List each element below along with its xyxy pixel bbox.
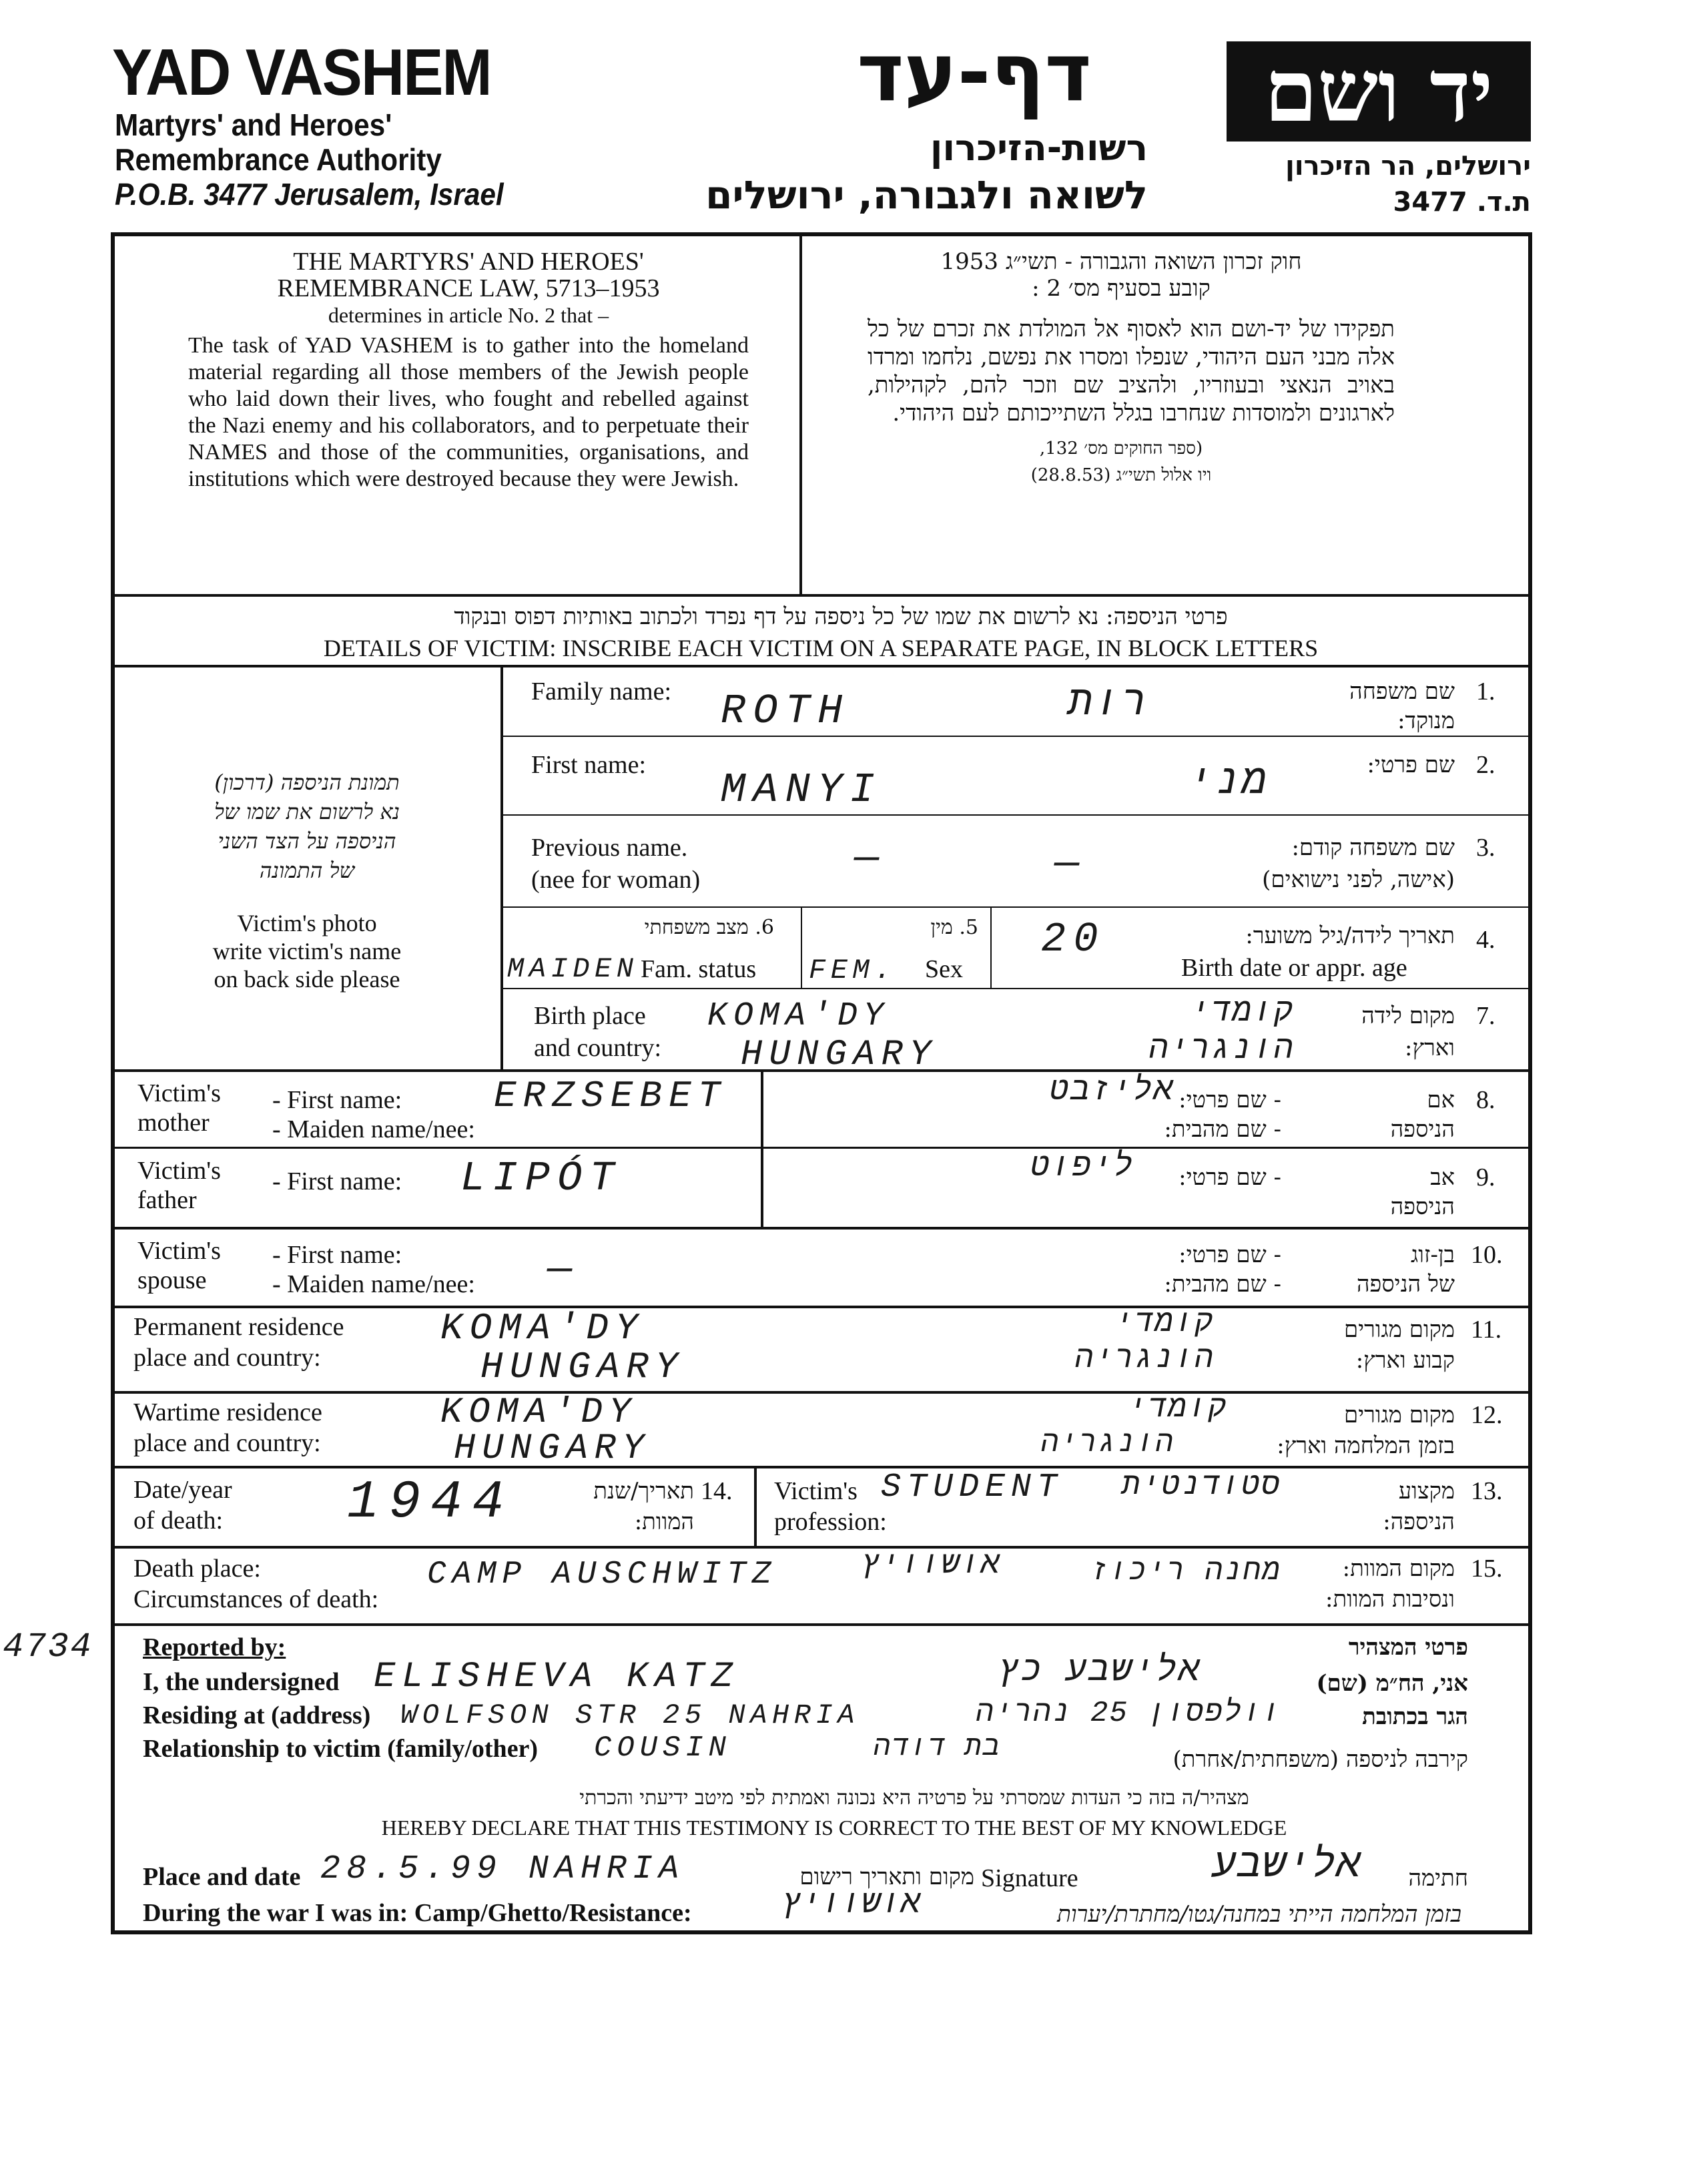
spouse-he-label: של הניספה (1356, 1271, 1455, 1298)
photo-en-line: write victim's name (212, 938, 402, 965)
fam-status-he-label (534, 913, 774, 942)
signature-he-label: חתימה (1408, 1865, 1468, 1892)
permanent-place-he-value: קומדי (1114, 1306, 1215, 1340)
relationship-he-label: קירבה לניספה (משפחתית/אחרת) (1172, 1746, 1468, 1773)
wartime-residence-label: Wartime residence (133, 1398, 322, 1426)
mother-label: Victim's (137, 1079, 221, 1107)
law-title-line: determines in article No. 2 that – (328, 303, 609, 327)
spouse-he-sub: - שם פרטי: (1178, 1242, 1281, 1268)
death-place-he-label: ונסיבות המוות: (1325, 1586, 1455, 1613)
signature-label: Signature (981, 1864, 1078, 1892)
rule (113, 594, 1530, 597)
birth-date-label: Birth date or appr. age (1181, 954, 1407, 982)
wartime-country-field[interactable]: HUNGARY (454, 1428, 651, 1469)
previous-name-label: (nee for woman) (531, 866, 701, 894)
birth-place-label: and country: (534, 1034, 662, 1062)
birth-country-he-value: הונגריה (1148, 1032, 1295, 1068)
org-line-3: P.O.B. 3477 Jerusalem, Israel (115, 177, 504, 212)
death-date-label: Date/year (133, 1476, 232, 1504)
rule (754, 1466, 757, 1546)
law-ref-he: (ספר החוקים מס׳ 132, (1039, 439, 1203, 459)
field-number: 12. (1471, 1401, 1503, 1429)
rule (503, 906, 1530, 908)
sex-he-text: מין (930, 916, 953, 939)
field-number: 8. (1476, 1086, 1495, 1114)
father-sub-label: - First name: (272, 1167, 402, 1195)
sex-label: Sex (925, 955, 963, 983)
rule (113, 1546, 1530, 1549)
law-title-he-line: חוק זכרון השואה והגבורה - תשי״ג 1953 (940, 248, 1302, 275)
details-en: DETAILS OF VICTIM: INSCRIBE EACH VICTIM ON A SEPARATE PAGE, IN BLOCK LETTERS (323, 635, 1319, 661)
spouse-he-label: בן-זוג (1411, 1242, 1455, 1268)
photo-instructions-he (133, 768, 480, 885)
permanent-country-field[interactable]: HUNGARY (480, 1346, 685, 1388)
father-he-sub: - שם פרטי: (1178, 1164, 1281, 1191)
photo-he-line: הניספה על הצד השני (218, 828, 396, 854)
form-title-he: דף-עד (857, 27, 1092, 119)
field-number: 9. (1476, 1163, 1495, 1191)
death-place-he-value: מחנה ריכוז (1090, 1555, 1281, 1589)
signature-field[interactable]: אלישבע (1212, 1844, 1361, 1889)
father-label: father (137, 1186, 197, 1214)
father-he-label: אב (1430, 1164, 1455, 1191)
law-ref-he: ויו אלול תשי״ג (28.8.53) (1030, 465, 1212, 485)
father-label: Victim's (137, 1157, 221, 1185)
law-body-en: The task of YAD VASHEM is to gather into the homeland material regarding all those members of the Jewish people who laid down their lives, who fought and rebelled against the Nazi enemy and his collaborators, and to perpetuate their NAMES and those of the communities, organisations, and institutions which were destroyed because they were Jewish. (188, 333, 749, 491)
address-label: Residing at (address) (143, 1701, 371, 1729)
rule (113, 1466, 1530, 1468)
profession-field[interactable]: STUDENT (881, 1468, 1064, 1507)
profession-he-label: הניספה: (1383, 1509, 1455, 1535)
permanent-residence-label: Permanent residence (133, 1313, 344, 1341)
permanent-he-label: מקום מגורים (1344, 1316, 1455, 1343)
previous-name-he-label: שם משפחה קודם: (1291, 834, 1455, 861)
death-place-label: Death place: (133, 1555, 261, 1583)
spouse-he-sub: - שם מהבית: (1164, 1271, 1281, 1298)
death-date-he-label: המוות: (634, 1509, 694, 1535)
field-number: 5. (959, 916, 978, 939)
place-date-field[interactable]: 28.5.99 NAHRIA (320, 1850, 685, 1888)
mother-he-value: אליזבט (1049, 1073, 1174, 1109)
field-number: 3. (1476, 834, 1495, 862)
death-place-label: Circumstances of death: (133, 1585, 379, 1613)
declaration-he: מצהיר/ה בזה כי העדות שמסרתי על פרטיה היא נכונה ואמתית לפי מיטב ידיעתי והכרתי (579, 1786, 1249, 1810)
fam-status-he-text: מצב משפחתי (644, 916, 749, 939)
photo-en-line: on back side please (214, 966, 400, 993)
wartime-residence-label: place and country: (133, 1429, 321, 1457)
first-name-he-label: שם פרטי: (1367, 752, 1455, 778)
previous-name-label: Previous name. (531, 834, 688, 862)
death-place-mid-value: אושוויץ (861, 1547, 1001, 1582)
war-location-field[interactable]: אושוויץ (781, 1886, 921, 1922)
law-text-en (188, 248, 749, 493)
mother-he-sub: - שם מהבית: (1164, 1116, 1281, 1143)
field-number: 14. (701, 1477, 733, 1505)
rule (113, 1227, 1530, 1230)
org-title-en: YAD VASHEM (112, 35, 491, 109)
permanent-residence-label: place and country: (133, 1344, 321, 1372)
sex-field[interactable]: FEM. (809, 954, 897, 987)
death-date-he-label: תאריך/שנת (593, 1478, 694, 1505)
wartime-he-label: מקום מגורים (1344, 1402, 1455, 1428)
birth-place-he-label: מקום לידה (1361, 1003, 1455, 1029)
org-line-1: Martyrs' and Heroes' (115, 107, 392, 142)
family-name-he-label: שם משפחה (1349, 678, 1455, 705)
field-number: 4. (1476, 926, 1495, 954)
law-title-he-line: קובע בסעיף מס׳ 2 : (1032, 275, 1211, 302)
photo-en-line: Victim's photo (237, 910, 377, 936)
field-number: 11. (1471, 1316, 1502, 1344)
org-line-2: Remembrance Authority (115, 142, 442, 177)
relationship-he-value: בת דודה (873, 1731, 1001, 1763)
photo-he-line: תמונת הניספה (דרכון) (214, 770, 400, 795)
reported-by-label: Reported by: (143, 1633, 286, 1661)
death-place-field[interactable]: CAMP AUSCHWITZ (427, 1557, 777, 1593)
mother-label: mother (137, 1109, 210, 1137)
birth-place-label: Birth place (534, 1002, 646, 1030)
org-he-line-2: לשואה ולגבורה, ירושלים (705, 172, 1148, 218)
mother-sub-label: - First name: (272, 1086, 402, 1114)
rule (113, 665, 1530, 667)
law-title-line: REMEMBRANCE LAW, 5713–1953 (277, 274, 660, 302)
law-body-he: תפקידו של יד-ושם הוא לאסוף אל המולדת את זכרם של כל אלה מבני העם היהודי, שנפלו ומסרו את נפשם, נלחמו ומרדו באויב הנאצי ובעוזריו, ולהציב שם וזכר להם, לקהילות, לארגונים ולמוסדות שנחרבו בגלל השתייכותם לעם היהודי. (868, 316, 1395, 427)
field-number: 13. (1471, 1477, 1503, 1505)
place-date-label: Place and date (143, 1863, 301, 1891)
yad-vashem-logo: יד ושם (1227, 41, 1531, 142)
undersigned-label: I, the undersigned (143, 1668, 340, 1696)
sex-he-label (805, 913, 978, 942)
mother-first-name-field[interactable]: ERZSEBET (494, 1075, 727, 1117)
reporter-name-field[interactable]: ELISHEVA KATZ (374, 1657, 739, 1697)
mother-he-label: הניספה (1390, 1116, 1455, 1143)
field-number: 1. (1476, 677, 1495, 706)
death-date-field[interactable]: 1944 (347, 1472, 514, 1533)
birth-place-field[interactable]: KOMA'DY (707, 997, 890, 1035)
spouse-field[interactable]: — (547, 1246, 580, 1293)
permanent-place-field[interactable]: KOMA'DY (440, 1307, 645, 1350)
relationship-label: Relationship to victim (family/other) (143, 1735, 539, 1763)
rule (503, 736, 1530, 737)
field-number: 2. (1476, 751, 1495, 779)
law-title-line: THE MARTYRS' AND HEROES' (293, 248, 644, 276)
family-name-he-value: רות (1068, 679, 1148, 727)
field-number: 6. (755, 916, 774, 939)
reporter-name-he-value: אלישבע כץ (998, 1651, 1201, 1691)
law-divider (799, 235, 802, 595)
permanent-he-label: קבוע וארץ: (1355, 1347, 1455, 1374)
profession-label: Victim's (774, 1477, 858, 1505)
law-text-he (821, 248, 1421, 489)
previous-name-he-value: — (1054, 840, 1087, 887)
spouse-label: spouse (137, 1266, 207, 1294)
family-name-label: Family name: (531, 677, 672, 706)
address-he-label: הגר בכתובת (1362, 1703, 1468, 1730)
war-location-label: During the war I was in: Camp/Ghetto/Resistance: (143, 1899, 692, 1927)
birth-country-field[interactable]: HUNGARY (741, 1035, 938, 1075)
rule (113, 1391, 1530, 1394)
rule (503, 814, 1530, 816)
field-number: 15. (1471, 1555, 1503, 1583)
rule (503, 988, 1530, 989)
death-place-he-label: מקום המוות: (1342, 1555, 1455, 1582)
field-number: 7. (1476, 1002, 1495, 1030)
margin-note: 4734 (3, 1627, 93, 1667)
details-he: פרטי הניספה: נא לרשום את שמו של כל ניספה על דף נפרד ולכתוב באותיות דפוס ובנקוד (454, 603, 1228, 630)
father-he-label: הניספה (1390, 1193, 1455, 1220)
rule (990, 908, 992, 988)
birth-place-he-label: וארץ: (1405, 1035, 1455, 1061)
reporter-he-title: פרטי המצהיר (1348, 1634, 1468, 1661)
undersigned-he-label: אני, הח״מ (שם) (1316, 1670, 1468, 1697)
previous-name-he-label: (אישה, לפני נישואים) (1262, 866, 1455, 893)
wartime-country-he-value: הונגריה (1040, 1427, 1174, 1460)
rule (113, 1623, 1530, 1626)
place-date-he-label: מקום ותאריך רישום (799, 1864, 974, 1890)
death-date-label: of death: (133, 1507, 224, 1535)
father-he-value: ליפוט (1030, 1149, 1134, 1185)
wartime-place-he-value: קומדי (1128, 1391, 1228, 1426)
org-he-line-1: רשות-הזיכרון (930, 127, 1148, 169)
first-name-field[interactable]: MANYI (721, 766, 882, 814)
logo-sub-line-2: ת.ד. 3477 (1393, 187, 1531, 218)
wartime-he-label: בזמן המלחמה וארץ: (1277, 1432, 1455, 1459)
family-name-field[interactable]: ROTH (721, 688, 850, 735)
fam-status-field[interactable]: MAIDEN (507, 953, 639, 985)
mother-he-sub: - שם פרטי: (1178, 1087, 1281, 1113)
rule (113, 1306, 1530, 1308)
father-first-name-field[interactable]: LIPÓT (460, 1155, 622, 1202)
photo-he-line: של התמונה (259, 858, 355, 883)
address-field[interactable]: WOLFSON STR 25 NAHRIA (400, 1699, 860, 1731)
birth-date-field[interactable]: 20 (1041, 916, 1106, 963)
profession-label: profession: (774, 1508, 887, 1536)
declaration-en: HEREBY DECLARE THAT THIS TESTIMONY IS CORRECT TO THE BEST OF MY KNOWLEDGE (381, 1816, 1287, 1840)
spouse-sub-label: - Maiden name/nee: (272, 1270, 475, 1298)
field-number: 10. (1471, 1241, 1503, 1269)
relationship-field[interactable]: COUSIN (594, 1731, 731, 1765)
logo-sub-line-1: ירושלים, הר הזיכרון (1285, 151, 1531, 182)
rule (113, 1147, 1530, 1149)
address-he-value: וולפסון 25 נהריה (976, 1697, 1281, 1730)
mother-he-label: אם (1427, 1087, 1455, 1113)
spouse-label: Victim's (137, 1237, 221, 1265)
war-location-he-label: בזמן המלחמה הייתי במחנה/גטו/מחתרת/יערות (1057, 1901, 1461, 1928)
profession-he-label: מקצוע (1398, 1478, 1455, 1505)
rule (801, 908, 802, 988)
wartime-place-field[interactable]: KOMA'DY (440, 1392, 637, 1433)
photo-he-line: נא לרשום את שמו של (214, 799, 400, 824)
photo-divider (500, 665, 503, 1069)
photo-instructions-en (133, 909, 480, 993)
mother-sub-label: - Maiden name/nee: (272, 1115, 475, 1143)
fam-status-label: Fam. status (641, 955, 757, 983)
first-name-he-value: מני (1188, 758, 1269, 806)
profession-he-value: סטודנטית (1121, 1468, 1281, 1503)
birth-date-he-label: תאריך לידה/גיל משוער: (1245, 922, 1455, 949)
previous-name-field[interactable]: — (854, 834, 887, 882)
birth-place-he-value: קומדי (1190, 995, 1295, 1031)
family-name-he-label: מנוקד: (1397, 708, 1455, 734)
spouse-sub-label: - First name: (272, 1241, 402, 1269)
permanent-country-he-value: הונגריה (1074, 1342, 1215, 1376)
first-name-label: First name: (531, 751, 647, 779)
